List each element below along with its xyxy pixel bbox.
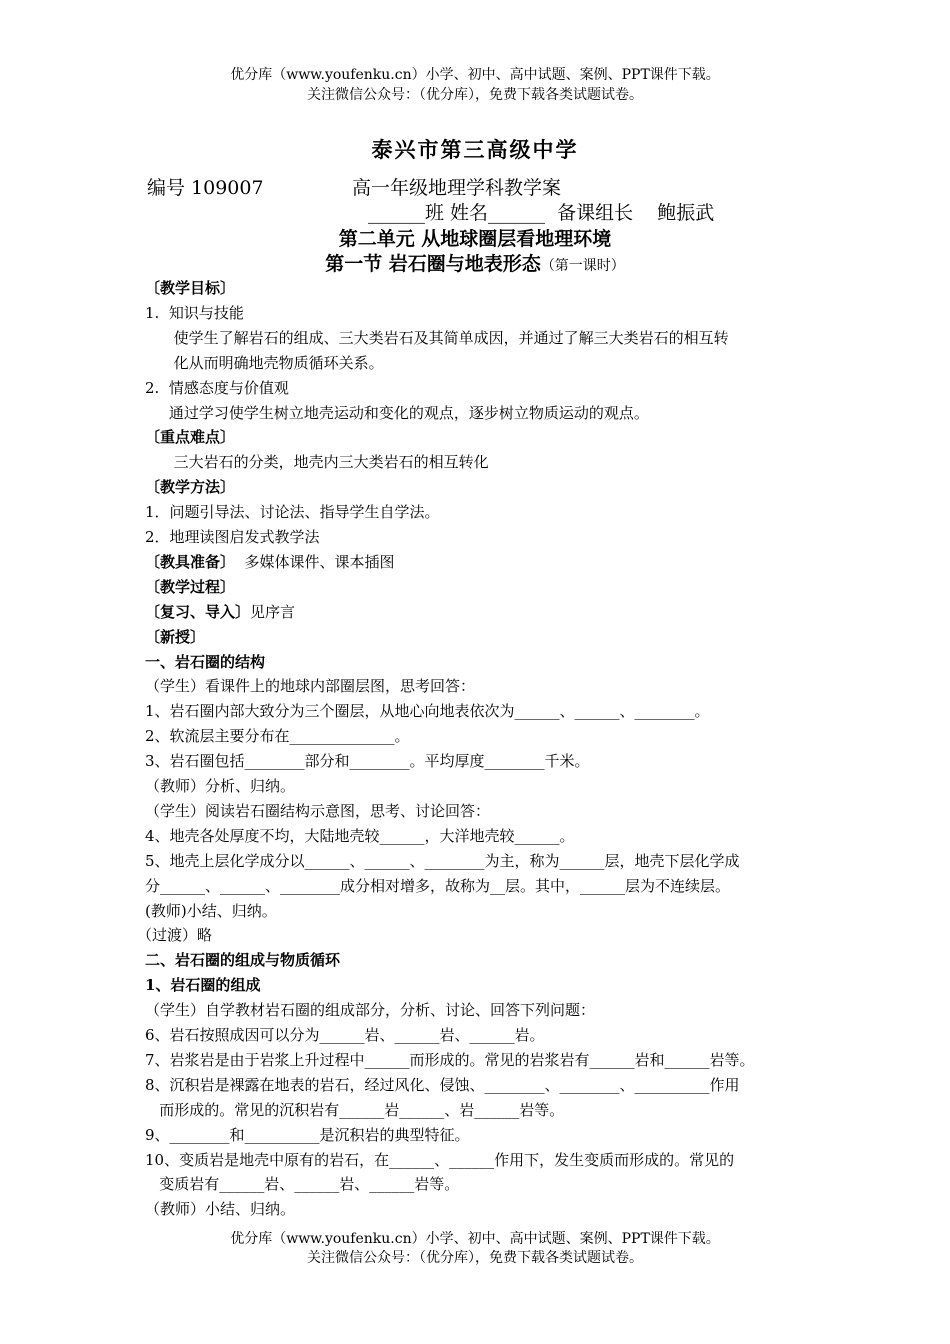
text-line: 1、岩石圈的组成	[145, 976, 261, 995]
text-line: 3、岩石圈包括________部分和________。平均厚度________千米。	[145, 752, 590, 771]
site-footer-line1: 优分库（www.youfenku.cn）小学、初中、高中试题、案例、PPT课件下载。	[230, 1231, 720, 1247]
text-line: (教师)小结、归纳。	[145, 901, 277, 920]
text-line: 4、地壳各处厚度不均，大陆地壳较______，大洋地壳较______。	[145, 826, 575, 845]
text-line: 1、岩石圈内部大致分为三个圈层，从地心向地表依次为______、______、________。	[145, 702, 710, 721]
text-line: 通过学习使学生树立地壳运动和变化的观点，逐步树立物质运动的观点。	[145, 403, 649, 422]
text-line: 〔新授〕	[145, 627, 206, 646]
section-name: 第一节 岩石圈与地表形态	[325, 253, 541, 275]
text-line: 10、变质岩是地壳中原有的岩石，在______、______作用下，发生变质而形成的。常见的	[145, 1150, 735, 1169]
unit-title: 第二单元 从地球圈层看地理环境	[338, 228, 612, 250]
text-line: （学生）阅读岩石圈结构示意图，思考、讨论回答：	[145, 801, 491, 820]
text-line: （学生）自学教材岩石圈的组成部分，分析、讨论、回答下列问题：	[145, 1001, 596, 1020]
text-line: 变质岩有______岩、______岩、______岩等。	[145, 1175, 460, 1194]
text-line	[145, 552, 395, 572]
text-line: 二、岩石圈的组成与物质循环	[145, 951, 341, 970]
line-text: 多媒体课件、课本插图	[235, 552, 395, 571]
text-line: 2. 情感态度与价值观	[145, 378, 289, 397]
text-line: 三大岩石的分类，地壳内三大类岩石的相互转化	[145, 453, 489, 472]
site-footer-line2: 关注微信公众号：（优分库），免费下载各类试题试卷。	[307, 1250, 643, 1266]
text-line: 使学生了解岩石的组成、三大类岩石及其简单成因，并通过了解三大类岩石的相互转	[145, 328, 729, 347]
plan-title: 高一年级地理学科教学案	[352, 177, 562, 199]
text-line: （教师）小结、归纳。	[145, 1200, 296, 1219]
text-line: 一、岩石圈的结构	[145, 652, 266, 671]
text-line: 化从而明确地壳物质循环关系。	[145, 353, 384, 372]
text-line: 2．地理读图启发式教学法	[145, 528, 320, 546]
serial-number: 编号 109007	[147, 177, 264, 199]
text-line: （教师）分析、归纳。	[145, 777, 296, 795]
line-label: 〔教具准备〕	[145, 552, 236, 571]
text-line: 2、软流层主要分布在______________。	[145, 727, 410, 746]
text-line	[145, 602, 295, 622]
text-line: 〔重点难点〕	[145, 428, 236, 447]
line-text: 见序言	[250, 602, 296, 621]
text-line: 7、岩浆岩是由于岩浆上升过程中______而形成的。常见的岩浆岩有______岩和______岩等。	[145, 1050, 755, 1069]
text-line: 1. 知识与技能	[145, 303, 244, 322]
site-header-line2: 关注微信公众号：（优分库），免费下载各类试题试卷。	[307, 87, 643, 103]
line-label: 〔复习、导入〕	[145, 602, 251, 621]
text-line: （学生）看课件上的地球内部圈层图，思考回答：	[145, 677, 476, 696]
text-line: 8、沉积岩是裸露在地表的岩石，经过风化、侵蚀、________、________、__________作用	[145, 1075, 740, 1094]
text-line: （过渡）略	[137, 926, 213, 945]
site-header-line1: 优分库（www.youfenku.cn）小学、初中、高中试题、案例、PPT课件下载。	[230, 67, 720, 83]
text-line: 5、地壳上层化学成分以______、______、________为主，称为______层，地壳下层化学成	[145, 851, 740, 870]
text-line: 6、岩石按照成因可以分为______岩、______岩、______岩。	[145, 1026, 545, 1044]
class-name-line: ______班 姓名______ 备课组长 鲍振武	[368, 202, 715, 224]
text-line: 〔教学过程〕	[145, 577, 236, 596]
text-line: 〔教学方法〕	[145, 478, 236, 497]
lesson-note: （第一课时）	[540, 258, 625, 274]
school-name: 泰兴市第三高级中学	[371, 137, 579, 162]
text-line: 而形成的。常见的沉积岩有______岩______、岩______岩等。	[145, 1100, 565, 1119]
text-line: 〔教学目标〕	[145, 279, 236, 297]
text-line: 9、________和__________是沉积岩的典型特征。	[145, 1125, 470, 1144]
section-title	[0, 251, 950, 279]
text-line: 分______、______、________成分相对增多，故称为__层。其中，______层为不连续层。	[145, 876, 731, 895]
text-line: 1．问题引导法、讨论法、指导学生自学法。	[145, 503, 440, 522]
